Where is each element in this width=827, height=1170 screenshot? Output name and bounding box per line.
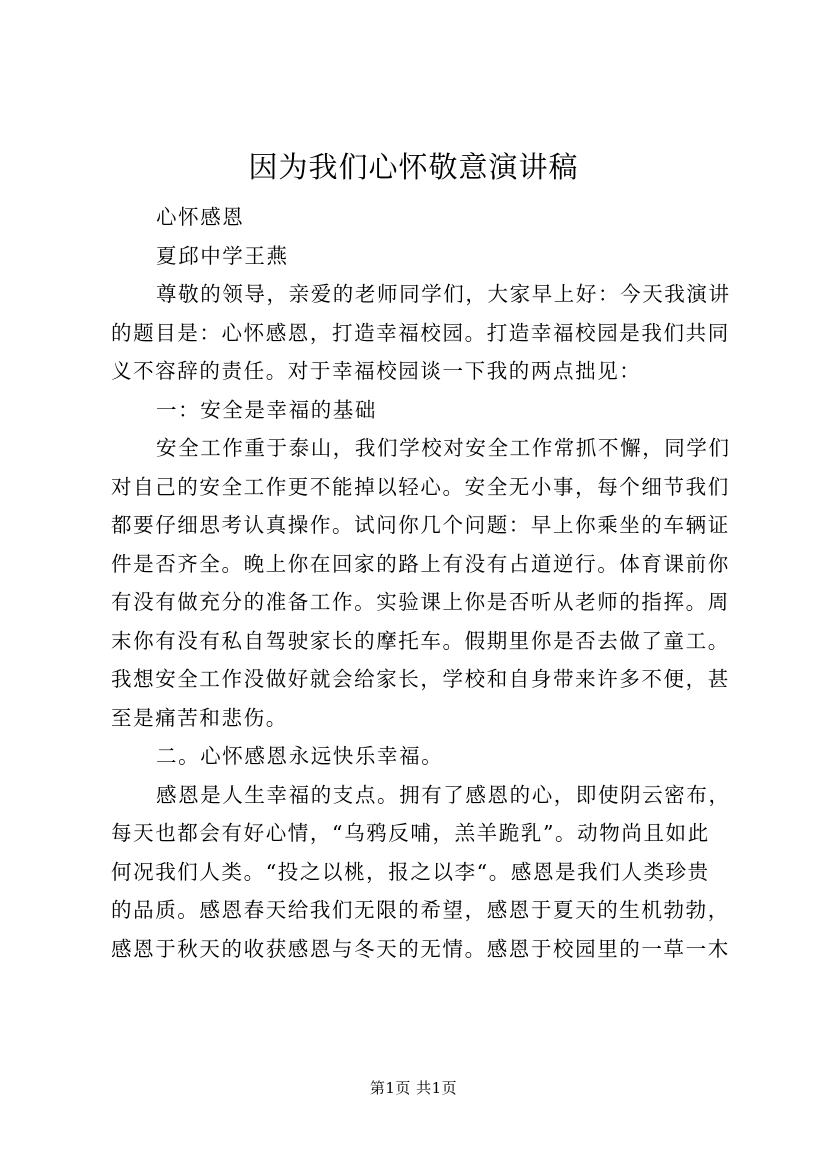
paragraph-line: 件是否齐全。晚上你在回家的路上有没有占道逆行。体育课前你 <box>111 551 730 576</box>
paragraph-line: 夏邱中学王燕 <box>156 243 289 268</box>
paragraph-line: 一：安全是幸福的基础 <box>156 397 377 422</box>
paragraph-line: 至是痛苦和悲伤。 <box>111 705 288 730</box>
paragraph-line: 心怀感恩 <box>156 205 245 229</box>
document-title: 因为我们心怀敬意演讲稿 <box>248 150 579 184</box>
document-body <box>111 198 741 968</box>
paragraph-line: 义不容辞的责任。对于幸福校园谈一下我的两点拙见： <box>111 359 642 383</box>
paragraph-line: 对自己的安全工作更不能掉以轻心。安全无小事，每个细节我们 <box>111 474 730 499</box>
paragraph-line: 我想安全工作没做好就会给家长，学校和自身带来许多不便，甚 <box>111 667 730 691</box>
paragraph-line: 感恩于秋天的收获感恩与冬天的无情。感恩于校园里的一草一木 <box>111 936 730 961</box>
paragraph-line: 都要仔细思考认真操作。试问你几个问题：早上你乘坐的车辆证 <box>111 513 730 537</box>
paragraph-line: 二。心怀感恩永远快乐幸福。 <box>156 744 444 768</box>
paragraph-line: 安全工作重于泰山，我们学校对安全工作常抓不懈，同学们 <box>156 436 731 460</box>
paragraph-line: 何况我们人类。“投之以桃，报之以李“。感恩是我们人类珍贵 <box>111 859 710 884</box>
paragraph-line: 的品质。感恩春天给我们无限的希望，感恩于夏天的生机勃勃， <box>111 898 730 922</box>
paragraph-line: 感恩是人生幸福的支点。拥有了感恩的心，即使阴云密布， <box>156 782 731 807</box>
paragraph-line: 有没有做充分的准备工作。实验课上你是否听从老师的指挥。周 <box>111 590 730 614</box>
paragraph-line: 的题目是：心怀感恩，打造幸福校园。打造幸福校园是我们共同 <box>111 320 730 345</box>
paragraph-line: 每天也都会有好心情，“乌鸦反哺，羔羊跪乳”。动物尚且如此 <box>111 821 710 845</box>
paragraph-line: 末你有没有私自驾驶家长的摩托车。假期里你是否去做了童工。 <box>111 628 730 653</box>
paragraph-line: 尊敬的领导，亲爱的老师同学们，大家早上好：今天我演讲 <box>156 282 731 306</box>
page-footer: 第1页 共1页 <box>369 1079 458 1097</box>
